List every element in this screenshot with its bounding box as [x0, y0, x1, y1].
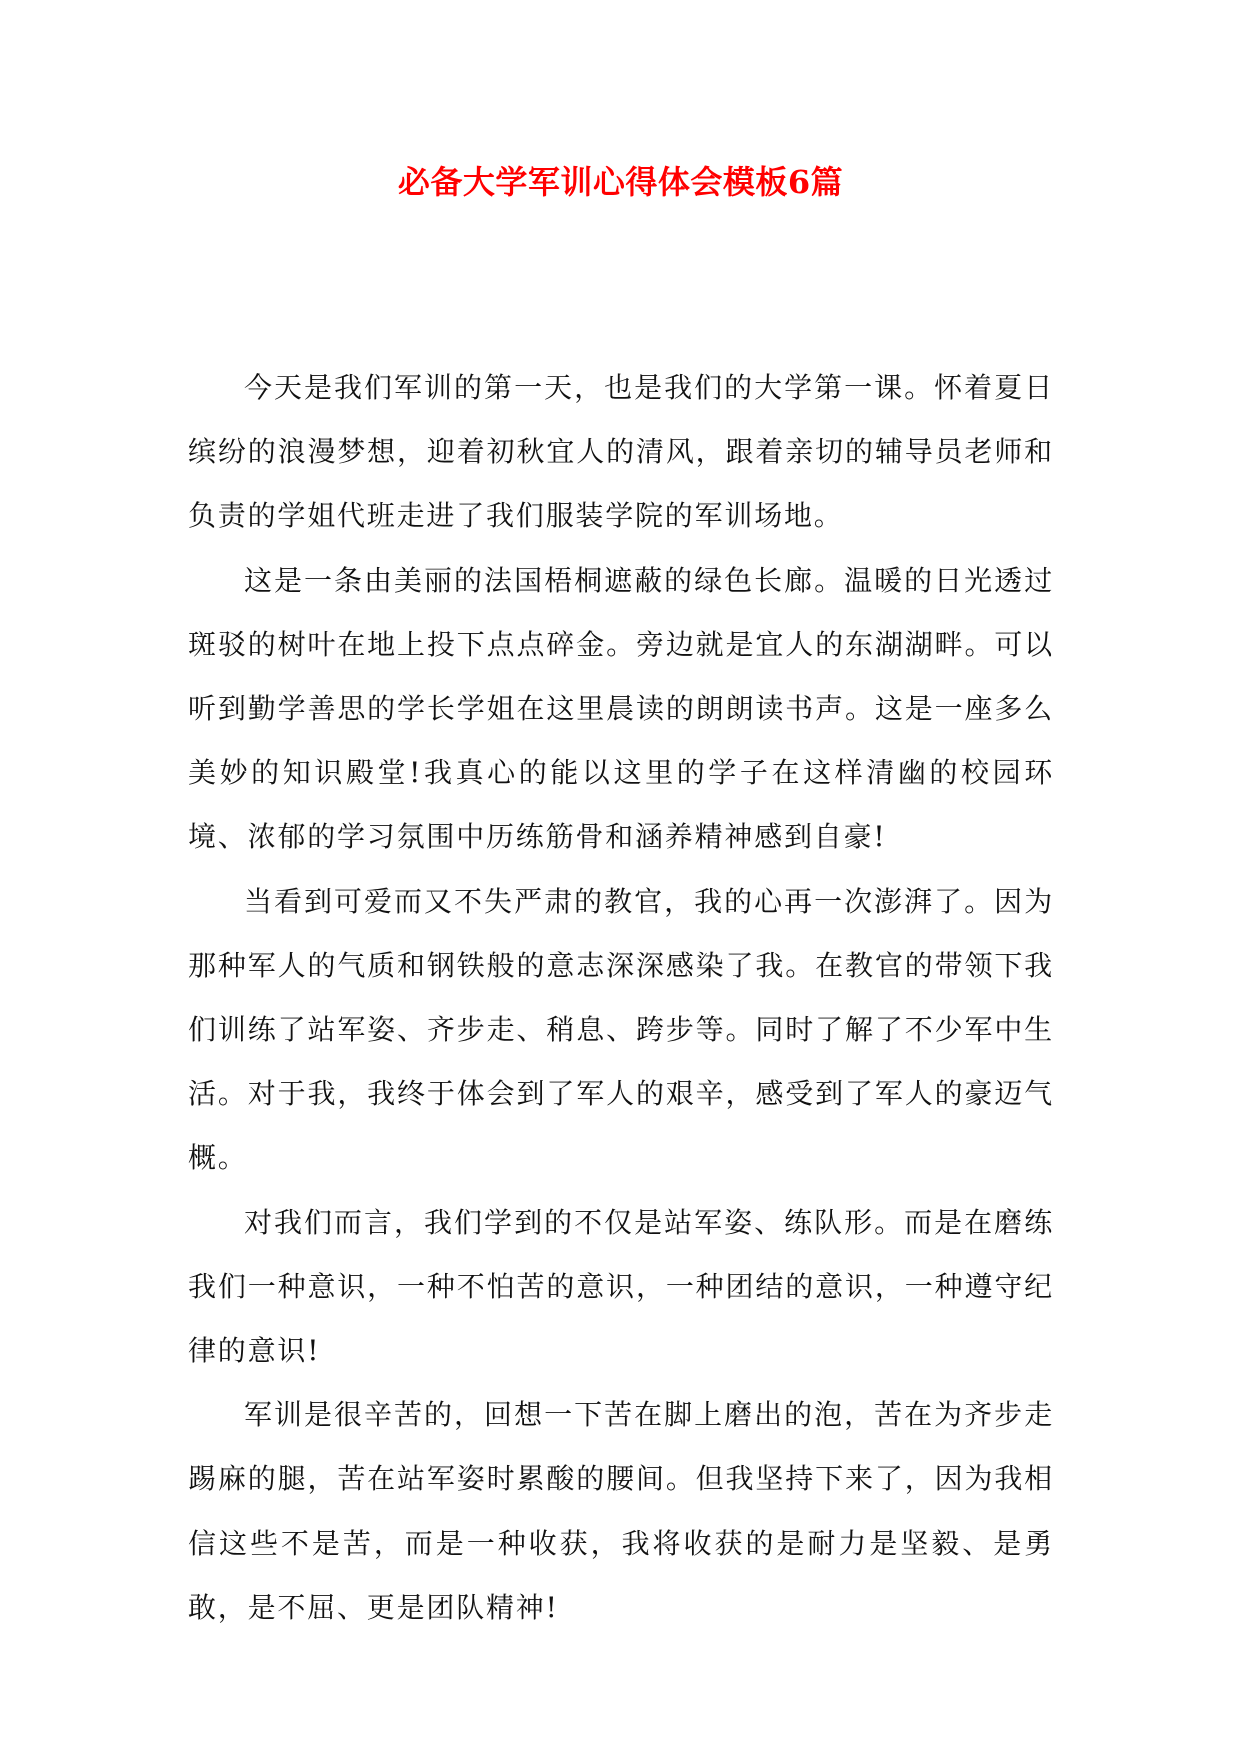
paragraph: 这是一条由美丽的法国梧桐遮蔽的绿色长廊。温暖的日光透过斑驳的树叶在地上投下点点碎金。旁边就是宜人的东湖湖畔。可以听到勤学善思的学长学姐在这里晨读的朗朗读书声。这是一座多么美妙的知识殿堂!我真心的能以这里的学子在这样清幽的校园环境、浓郁的学习氛围中历练筋骨和涵养精神感到自豪!	[188, 563, 1054, 854]
paragraph: 对我们而言，我们学到的不仅是站军姿、练队形。而是在磨练我们一种意识，一种不怕苦的意识，一种团结的意识，一种遵守纪律的意识!	[188, 1205, 1054, 1368]
document-body	[188, 356, 1054, 1640]
document-title: 必备大学军训心得体会模板6篇	[397, 163, 844, 201]
paragraph: 当看到可爱而又不失严肃的教官，我的心再一次澎湃了。因为那种军人的气质和钢铁般的意志深深感染了我。在教官的带领下我们训练了站军姿、齐步走、稍息、跨步等。同时了解了不少军中生活。对于我，我终于体会到了军人的艰辛，感受到了军人的豪迈气概。	[188, 884, 1054, 1175]
paragraph: 今天是我们军训的第一天，也是我们的大学第一课。怀着夏日缤纷的浪漫梦想，迎着初秋宜人的清风，跟着亲切的辅导员老师和负责的学姐代班走进了我们服装学院的军训场地。	[188, 371, 1054, 533]
paragraph: 军训是很辛苦的，回想一下苦在脚上磨出的泡，苦在为齐步走踢麻的腿，苦在站军姿时累酸的腰间。但我坚持下来了，因为我相信这些不是苦，而是一种收获，我将收获的是耐力是坚毅、是勇敢，是不屈、更是团队精神!	[188, 1398, 1054, 1624]
